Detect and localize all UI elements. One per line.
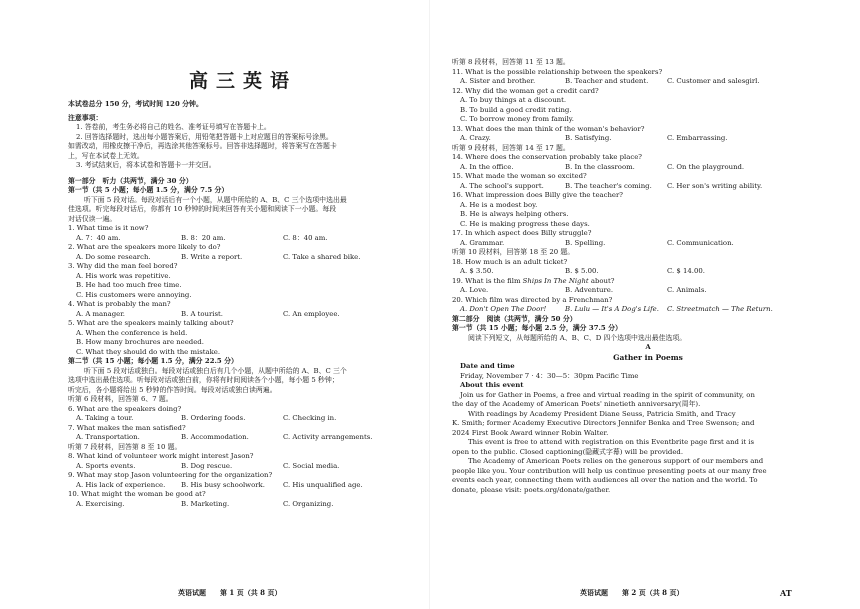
option-b: B. Lulu — It's A Dog's Life.: [565, 305, 659, 313]
section2-instructions: 听下面 5 段对话或独白。每段对话或独白后有几个小题，从题中所给的 A、B、C 三个: [84, 366, 347, 375]
option-a: A. $ 3.50.: [460, 267, 494, 275]
passage-title: Gather in Poems: [613, 352, 683, 362]
question-19: [452, 277, 844, 287]
material-6-heading: 听第 6 段材料，回答第 6、7 题。: [68, 395, 173, 403]
paragraph-1: Join us for Gather in Poems, a free and virtual reading in the spirit of community, on: [460, 390, 755, 399]
question-9-options: [68, 481, 418, 491]
option-c: C. Activity arrangements.: [283, 433, 373, 441]
option-a: A. A manager.: [76, 309, 125, 318]
option-c: C. Checking in.: [283, 414, 337, 422]
exam-intro: 本试卷总分 150 分，考试时间 120 分钟。: [68, 100, 203, 108]
option-a: A. Grammar.: [460, 238, 505, 247]
paragraph-4: donate, please visit: poets.org/donate/gather.: [452, 485, 611, 494]
option-c: C. An employee.: [283, 309, 340, 318]
option-c: C. $ 14.00.: [667, 267, 705, 275]
notes-title: 注意事项：: [68, 113, 103, 122]
option-c: C. What they should do with the mistake.: [76, 347, 221, 356]
note-line: 2. 回答选择题时，选出每小题答案后，用铅笔把答题卡上对应题目的答案标号涂黑。: [76, 132, 333, 141]
part2-title: 第二部分 阅读（共两节，满分 50 分）: [452, 314, 577, 323]
page-1-body: [68, 100, 418, 509]
about-heading: About this event: [460, 381, 524, 389]
paragraph-4: The Academy of American Poets relies on the generous support of our members and: [468, 457, 764, 465]
question-4: 4. What is probably the man?: [68, 300, 171, 308]
option-a: A. Do some research.: [76, 252, 151, 261]
option-c: C. Embarrassing.: [667, 134, 728, 142]
option-c: C. Streetmatch — The Return.: [667, 305, 773, 313]
option-b: B. Marketing.: [181, 499, 230, 508]
question-10-options: [68, 500, 418, 510]
paragraph-3: open to the public. Closed captioning(隐藏式字幕) will be provided.: [452, 447, 684, 456]
option-c: C. Organizing.: [283, 499, 334, 508]
option-a: A. Sister and brother.: [460, 77, 536, 85]
section1-instructions: 对话仅读一遍。: [68, 214, 117, 223]
question-1: 1. What time is it now?: [68, 224, 149, 232]
paragraph-2: With readings by Academy President Diane Seuss, Patricia Smith, and Tracy: [468, 409, 736, 418]
page-1-footer: 英语试题 第 1 页（共 8 页）: [178, 588, 282, 597]
option-a: A. His work was repetitive.: [76, 271, 171, 280]
option-a: A. When the conference is held.: [76, 328, 188, 337]
option-b: B. Dog rescue.: [181, 461, 233, 470]
question-15-options: [452, 182, 844, 192]
option-b: B. He had too much free time.: [76, 281, 182, 289]
section1-title: 第一节（共 5 小题；每小题 1.5 分，满分 7.5 分）: [68, 186, 229, 194]
option-b: B. In the classroom.: [565, 162, 635, 171]
paragraph-2: K. Smith; former Academy Executive Directors Jennifer Benka and Tree Swenson; and: [452, 419, 755, 427]
material-10-heading: 听第 10 段材料，回答第 18 至 20 题。: [452, 248, 575, 256]
exam-title: 高三英语: [188, 70, 297, 92]
question-2-options: [68, 253, 418, 263]
option-b: B. Teacher and student.: [565, 77, 649, 85]
option-b: B. Spelling.: [565, 238, 606, 247]
date-heading: Date and time: [460, 362, 515, 370]
option-b: B. Adventure.: [565, 286, 614, 294]
section1-instructions: 佳选项。听完每段对话后，你都有 10 秒钟的时间来回答有关小题和阅读下一小题。每段: [68, 205, 337, 213]
option-a: A. The school's support.: [460, 181, 544, 190]
question-13: 13. What does the man think of the woman's behavior?: [452, 124, 645, 133]
question-11-options: [452, 77, 844, 87]
option-c: C. To borrow money from family.: [460, 115, 574, 123]
option-a: A. He is a modest boy.: [460, 200, 538, 209]
question-12: 12. Why did the woman get a credit card?: [452, 86, 599, 95]
question-6: 6. What are the speakers doing?: [68, 404, 182, 413]
page-tag: AT: [780, 588, 792, 598]
question-7: 7. What makes the man satisfied?: [68, 423, 186, 432]
question-20: 20. Which film was directed by a Frenchman?: [452, 295, 613, 304]
option-a: A. Exercising.: [76, 499, 125, 508]
question-7-options: [68, 433, 418, 443]
reading-instructions: 阅读下列短文，从每题所给的 A、B、C、D 四个选项中选出最佳选项。: [468, 333, 687, 342]
note-line: 1. 答卷前，考生务必将自己的姓名、准考证号填写在答题卡上。: [76, 123, 271, 131]
option-c: C. Animals.: [667, 286, 707, 294]
option-a: A. Don't Open The Door!: [460, 305, 547, 313]
option-c: C. Communication.: [667, 238, 734, 247]
note-line: 3. 考试结束后，将本试卷和答题卡一并交回。: [76, 161, 216, 169]
paragraph-4: events each year, connecting them with audiences all over the nation and the world. To: [452, 476, 758, 484]
question-8-options: [68, 462, 418, 472]
question-15: 15. What made the woman so excited?: [452, 172, 587, 180]
option-b: B. A tourist.: [181, 309, 223, 318]
option-a: A. Taking a tour.: [76, 414, 134, 422]
question-6-options: [68, 414, 418, 424]
page-2-footer: 英语试题 第 2 页（共 8 页）: [580, 588, 684, 597]
question-11: 11. What is the possible relationship between the speakers?: [452, 67, 663, 76]
reading-section1-title: 第一节（共 15 小题；每小题 2.5 分，满分 37.5 分）: [452, 324, 622, 332]
option-b: B. Accommodation.: [181, 433, 249, 441]
question-19-text-end: about?: [588, 276, 615, 285]
option-a: A. Love.: [460, 286, 489, 294]
option-c: C. His unqualified age.: [283, 480, 363, 489]
option-b: B. How many brochures are needed.: [76, 338, 204, 346]
question-8: 8. What kind of volunteer work might interest Jason?: [68, 452, 254, 460]
paragraph-2: 2024 First Book Award winner Robin Walter.: [452, 428, 609, 437]
question-2: 2. What are the speakers more likely to do?: [68, 243, 221, 251]
page-2-column: [452, 58, 844, 495]
date-text: Friday, November 7 · 4：30—5：30pm Pacific Time: [460, 371, 639, 380]
option-b: B. Ordering foods.: [181, 414, 246, 422]
option-b: B. 8：20 am.: [181, 233, 226, 242]
question-17: 17. In which aspect does Billy struggle?: [452, 229, 592, 237]
material-7-heading: 听第 7 段材料，回答第 8 至 10 题。: [68, 442, 182, 451]
option-c: C. Customer and salesgirl.: [667, 77, 760, 85]
option-a: A. Transportation.: [76, 433, 140, 441]
question-16: 16. What impression does Billy give the teacher?: [452, 191, 624, 199]
material-9-heading: 听第 9 段材料，回答第 14 至 17 题。: [452, 143, 570, 152]
section2-title: 第二节（共 15 小题；每小题 1.5 分，满分 22.5 分）: [68, 357, 238, 365]
section2-instructions: 听完后，各小题将给出 5 秒钟的作答时间。每段对话或独白读两遍。: [68, 385, 277, 394]
option-b: B. He is always helping others.: [460, 210, 569, 218]
paragraph-4: people like you. Your contribution will help us continue presenting poets at our many free: [452, 466, 767, 475]
part1-title: 第一部分 听力（共两节，满分 30 分）: [68, 176, 193, 185]
option-b: B. Satisfying.: [565, 134, 612, 142]
page-2: [430, 0, 860, 609]
option-a: A. 7：40 am.: [76, 233, 121, 242]
option-a: A. Sports events.: [76, 461, 136, 470]
option-b: B. The teacher's coming.: [565, 181, 652, 190]
question-5: 5. What are the speakers mainly talking about?: [68, 319, 234, 327]
option-c: C. On the playground.: [667, 162, 745, 171]
option-b: B. Write a report.: [181, 252, 243, 261]
question-1-options: [68, 234, 418, 244]
option-c: C. He is making progress these days.: [460, 219, 590, 228]
film-title: Ships In The Night: [522, 276, 589, 285]
question-10: 10. What might the woman be good at?: [68, 490, 206, 498]
question-18: 18. How much is an adult ticket?: [452, 257, 568, 266]
option-c: C. Social media.: [283, 461, 340, 470]
option-b: B. $ 5.00.: [565, 267, 599, 275]
section1-instructions: 听下面 5 段对话。每段对话后有一个小题，从题中所给的 A、B、C 三个选项中选出最: [84, 195, 347, 204]
option-a: A. In the office.: [460, 162, 514, 171]
option-a: A. His lack of experience.: [76, 480, 166, 489]
section2-instructions: 选项中选出最佳选项。听每段对话或独白前，你将有时间阅读各个小题，每小题 5 秒钟；: [68, 376, 339, 384]
question-19-options: [452, 286, 844, 296]
question-3: 3. Why did the man feel bored?: [68, 262, 178, 270]
passage-letter: A: [645, 343, 651, 351]
option-a: A. To buy things at a discount.: [460, 96, 567, 104]
option-c: C. Take a shared bike.: [283, 252, 361, 261]
note-line: 如需改动，用橡皮擦干净后，再选涂其他答案标号。回答非选择题时，将答案写在答题卡: [68, 142, 337, 150]
option-b: B. To build a good credit rating.: [460, 105, 572, 114]
option-a: A. Crazy.: [460, 134, 491, 142]
paragraph-1: the day of the Academy of American Poets' ninetieth anniversary(周年).: [452, 400, 701, 408]
question-14: 14. Where does the conservation probably take place?: [452, 153, 642, 161]
option-c: C. His customers were annoying.: [76, 290, 192, 299]
question-13-options: [452, 134, 844, 144]
question-9: 9. What may stop Jason volunteering for the organization?: [68, 471, 273, 479]
paragraph-3: This event is free to attend with registration on this Eventbrite page first and it is: [468, 438, 755, 446]
question-4-options: [68, 310, 418, 320]
question-19-text: 19. What is the film: [452, 276, 523, 285]
option-b: B. His busy schoolwork.: [181, 480, 265, 489]
note-line: 上，写在本试卷上无效。: [68, 151, 144, 160]
material-8-heading: 听第 8 段材料，回答第 11 至 13 题。: [452, 58, 570, 66]
question-17-options: [452, 239, 844, 249]
question-18-options: [452, 267, 844, 277]
question-20-options: [452, 305, 844, 315]
question-14-options: [452, 163, 844, 173]
option-c: C. 8：40 am.: [283, 233, 328, 242]
option-c: C. Her son's writing ability.: [667, 181, 763, 190]
